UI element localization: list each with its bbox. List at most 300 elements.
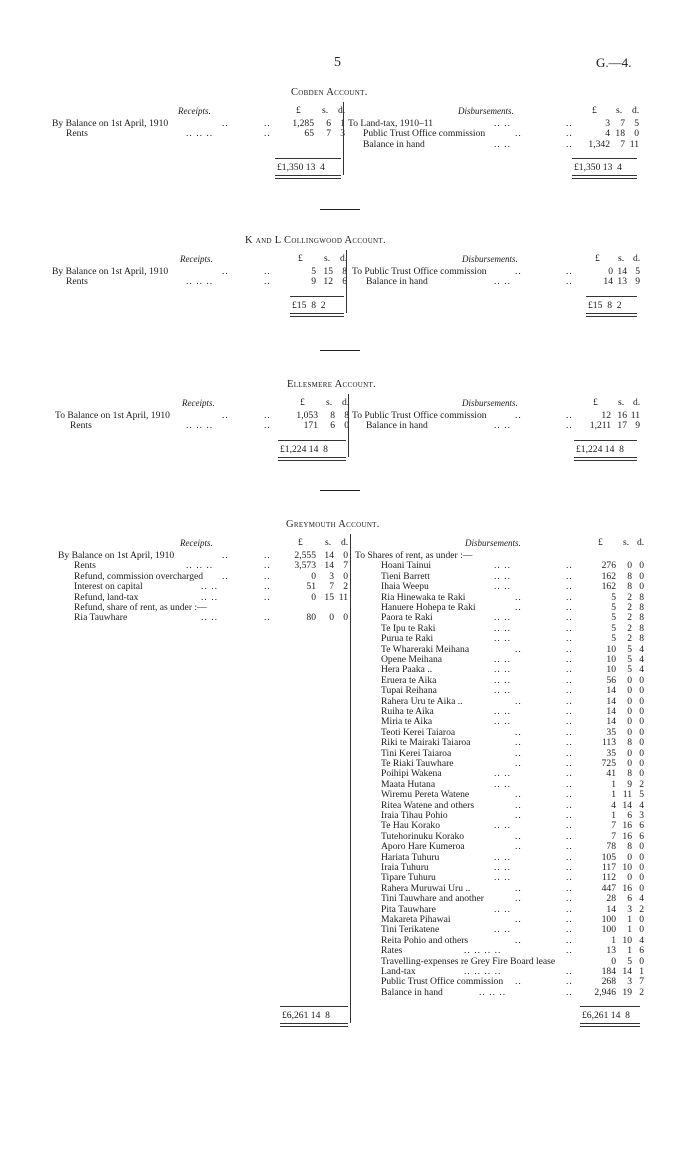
section-greymouth-right-amount-d: 7 <box>639 976 644 988</box>
section-greymouth-right-leader: .. <box>515 591 522 603</box>
section-greymouth-right-amount-s: 2 <box>627 622 632 634</box>
section-collingwood-right-amount-d: 5 <box>635 266 640 277</box>
section-greymouth-right-row-label: Tupai Reihana <box>381 685 437 697</box>
section-collingwood-left-leader-end: .. <box>264 276 271 288</box>
section-greymouth-left-leader-end: .. <box>264 550 271 561</box>
section-greymouth-right-leader-end: .. <box>566 882 573 894</box>
section-greymouth-left-lsd-header: d. <box>341 537 349 548</box>
section-greymouth-left-amount-s: 14 <box>324 550 334 561</box>
section-greymouth-right-amount-d: 2 <box>639 903 644 915</box>
section-greymouth-right-leader-end: .. <box>566 945 573 957</box>
section-ellesmere-left-leader: .. .. .. <box>186 420 214 432</box>
section-cobden-left-leader-end: .. <box>264 118 271 129</box>
section-greymouth-right-amount-l: 113 <box>601 737 616 749</box>
section-greymouth-right-amount-s: 0 <box>627 695 632 707</box>
section-greymouth-right-leader: .. .. <box>494 862 511 873</box>
section-greymouth-right-leader-end: .. <box>566 602 573 613</box>
section-greymouth-right-amount-s: 6 <box>627 893 632 905</box>
section-ellesmere-left-amount-d: 8 <box>344 410 349 421</box>
section-greymouth-right-leader: .. <box>515 695 522 707</box>
section-greymouth-right-amount-l: 14 <box>606 903 616 915</box>
section-greymouth-right-leader-end: .. <box>566 654 573 665</box>
section-cobden-right-amount-d: 5 <box>634 118 639 129</box>
section-greymouth-left-amount-s: 7 <box>329 581 334 593</box>
section-greymouth-right-amount-d: 0 <box>639 747 644 759</box>
section-greymouth-right-amount-l: 105 <box>601 851 616 863</box>
section-collingwood-left-amount-d: 8 <box>342 266 347 277</box>
section-greymouth-right-amount-d: 0 <box>639 737 644 749</box>
section-greymouth-right-leader-end: .. <box>566 674 573 686</box>
section-greymouth-right-row-label: Tini Kerei Taiaroa <box>381 747 452 759</box>
section-greymouth-right-amount-d: 0 <box>639 758 644 769</box>
section-greymouth-right-lsd-header: s. <box>623 537 630 548</box>
section-greymouth-right-leader-end: .. <box>566 934 573 946</box>
section-greymouth-left-leader: .. .. <box>201 612 218 624</box>
section-greymouth-right-amount-l: 5 <box>611 591 616 603</box>
section-greymouth-right-row-label: Poihipi Wakena <box>381 768 442 780</box>
section-greymouth-right-row-label: Maata Hutana <box>381 778 436 790</box>
section-greymouth-left-leader-end: .. <box>264 560 271 572</box>
section-ellesmere-right-lsd-header: s. <box>618 397 625 408</box>
section-greymouth-right-leader-end: .. <box>566 872 573 884</box>
section-greymouth-right-amount-l: 0 <box>611 955 616 967</box>
section-greymouth-right-leader-end: .. <box>566 924 573 936</box>
section-greymouth-right-leader: .. <box>515 841 522 853</box>
section-greymouth-right-row-label: Rahera Uru te Aika .. <box>381 695 463 707</box>
section-collingwood-left-double-rule <box>290 313 344 317</box>
section-greymouth-right-amount-s: 6 <box>627 810 632 821</box>
section-cobden-title: Cobden Account. <box>291 87 368 98</box>
section-greymouth-right-amount-d: 0 <box>639 674 644 686</box>
section-collingwood-right-lsd-header: d. <box>633 253 641 264</box>
section-greymouth-right-amount-d: 0 <box>639 570 644 582</box>
section-cobden-right-total: £1,350 13 4 <box>574 162 622 174</box>
section-ellesmere-right-double-rule <box>574 457 637 461</box>
section-greymouth-left-leader-end: .. <box>264 591 271 603</box>
section-greymouth-right-amount-s: 2 <box>627 633 632 645</box>
section-cobden-right-leader: .. <box>515 128 522 140</box>
section-cobden-right-row-label: Balance in hand <box>363 138 425 150</box>
section-greymouth-right-amount-d: 8 <box>639 612 644 624</box>
section-greymouth-right-amount-d: 8 <box>639 622 644 634</box>
section-cobden-disbursements-header: Disbursements. <box>458 106 514 116</box>
section-greymouth-left-amount-d: 7 <box>343 560 348 572</box>
section-greymouth-right-row-label: Te Hau Korako <box>381 820 441 832</box>
section-cobden-left-lsd-header: d. <box>338 105 346 116</box>
section-cobden-left-amount-l: 1,285 <box>292 118 314 129</box>
section-greymouth-right-amount-s: 0 <box>627 747 632 759</box>
section-greymouth-right-leader: .. .. <box>494 654 511 665</box>
section-greymouth-right-amount-d: 0 <box>639 706 644 717</box>
section-greymouth-right-row-label: Tini Terikatene <box>381 924 440 936</box>
section-greymouth-column-rule <box>350 534 351 1023</box>
section-greymouth-right-leader-end: .. <box>566 830 573 842</box>
section-ellesmere-left-sum-line <box>278 440 346 441</box>
section-greymouth-right-leader: .. .. <box>494 706 511 717</box>
section-greymouth-right-row-label: Te Riaki Tauwhare <box>381 758 454 769</box>
section-cobden-right-amount-s: 7 <box>620 138 625 150</box>
section-greymouth-right-amount-l: 1 <box>611 934 616 946</box>
section-greymouth-left-amount-d: 0 <box>343 612 348 624</box>
section-greymouth-right-amount-d: 0 <box>639 768 644 780</box>
section-greymouth-left-leader-end: .. <box>264 612 271 624</box>
section-ellesmere-title: Ellesmere Account. <box>287 379 377 390</box>
section-greymouth-left-leader: .. .. <box>201 591 218 603</box>
section-cobden-column-rule <box>343 102 344 175</box>
section-greymouth-right-leader: .. <box>515 810 522 821</box>
section-greymouth-right-amount-s: 8 <box>627 737 632 749</box>
section-collingwood-column-rule <box>346 250 347 313</box>
section-ellesmere-left-leader-end: .. <box>264 410 271 421</box>
section-greymouth-right-leader-end: .. <box>566 747 573 759</box>
section-greymouth-right-leader: .. <box>515 789 522 801</box>
section-cobden-left-amount-s: 7 <box>326 128 331 140</box>
section-greymouth-right-leader-end: .. <box>566 643 573 655</box>
section-greymouth-right-row-label: Wiremu Pereta Watene <box>381 789 470 801</box>
section-ellesmere-section-separator <box>320 490 360 491</box>
section-greymouth-right-amount-s: 19 <box>622 986 632 998</box>
section-greymouth-receipts-header: Receipts. <box>180 538 213 548</box>
section-collingwood-left-amount-s: 12 <box>323 276 333 288</box>
section-greymouth-right-amount-s: 16 <box>622 830 632 842</box>
section-greymouth-right-leader: .. <box>515 747 522 759</box>
section-collingwood-left-sum-line <box>290 296 344 297</box>
section-ellesmere-right-amount-l: 12 <box>601 410 611 421</box>
section-greymouth-right-amount-s: 0 <box>627 758 632 769</box>
section-greymouth-right-amount-d: 0 <box>639 841 644 853</box>
section-greymouth-left-amount-s: 0 <box>329 612 334 624</box>
section-greymouth-right-leader: .. .. <box>494 820 511 832</box>
section-ellesmere-receipts-header: Receipts. <box>182 398 215 408</box>
section-ellesmere-right-lsd-header: £ <box>593 397 598 408</box>
section-greymouth-right-leader: .. .. .. .. <box>464 945 502 957</box>
section-greymouth-right-amount-d: 0 <box>639 581 644 593</box>
section-greymouth-right-amount-l: 5 <box>611 633 616 645</box>
section-greymouth-right-leader-end: .. <box>566 685 573 697</box>
section-greymouth-left-row-label: By Balance on 1st April, 1910 <box>58 550 175 561</box>
section-ellesmere-left-leader-end: .. <box>264 420 271 432</box>
section-greymouth-left-amount-d: 2 <box>343 581 348 593</box>
section-greymouth-right-double-rule <box>580 1023 640 1027</box>
section-greymouth-right-amount-d: 6 <box>639 820 644 832</box>
section-greymouth-right-row-label: Pita Tauwhare <box>381 903 436 915</box>
section-greymouth-right-amount-s: 0 <box>627 872 632 884</box>
section-greymouth-right-amount-s: 5 <box>627 955 632 967</box>
section-collingwood-right-lsd-header: s. <box>618 253 625 264</box>
section-greymouth-left-amount-s: 14 <box>324 560 334 572</box>
section-greymouth-right-leader-end: .. <box>566 591 573 603</box>
section-ellesmere-left-amount-s: 8 <box>330 410 335 421</box>
section-greymouth-left-amount-d: 11 <box>338 591 348 603</box>
section-collingwood-left-amount-d: 6 <box>342 276 347 288</box>
section-cobden-left-amount-s: 6 <box>326 118 331 129</box>
section-collingwood-section-separator <box>320 350 360 351</box>
section-greymouth-right-row-label: Te Whareraki Meihana <box>381 643 470 655</box>
section-greymouth-right-leader: .. .. <box>494 612 511 624</box>
section-cobden-left-amount-l: 65 <box>304 128 314 140</box>
section-collingwood-right-amount-d: 9 <box>635 276 640 288</box>
section-greymouth-right-row-label: Ria Hinewaka te Raki <box>381 591 466 603</box>
section-greymouth-right-leader: .. <box>515 934 522 946</box>
section-ellesmere-right-leader-end: .. <box>566 420 573 432</box>
section-greymouth-right-amount-s: 9 <box>627 778 632 790</box>
section-cobden-right-leader-end: .. <box>566 128 573 140</box>
section-greymouth-right-amount-l: 7 <box>611 830 616 842</box>
section-greymouth-right-leader-end: .. <box>566 695 573 707</box>
section-greymouth-right-amount-s: 2 <box>627 591 632 603</box>
section-greymouth-left-amount-l: 0 <box>311 570 316 582</box>
section-greymouth-right-amount-s: 14 <box>622 966 632 977</box>
section-greymouth-right-row-label: Reita Pohio and others <box>381 934 469 946</box>
section-cobden-left-leader: .. <box>222 118 229 129</box>
section-greymouth-right-amount-l: 184 <box>601 966 616 977</box>
section-greymouth-right-amount-d: 4 <box>639 664 644 676</box>
section-greymouth-right-amount-s: 3 <box>627 903 632 915</box>
section-greymouth-left-amount-d: 0 <box>343 570 348 582</box>
section-greymouth-right-row-label: Eruera te Aika <box>381 674 437 686</box>
section-greymouth-right-amount-d: 0 <box>639 914 644 925</box>
section-greymouth-right-leader: .. .. <box>494 664 511 676</box>
section-greymouth-right-amount-d: 4 <box>639 643 644 655</box>
section-greymouth-right-amount-d: 0 <box>639 851 644 863</box>
section-greymouth-right-row-label: Purua te Raki <box>381 633 434 645</box>
section-cobden-left-amount-d: 1 <box>340 118 345 129</box>
section-greymouth-right-amount-s: 2 <box>627 602 632 613</box>
section-greymouth-right-leader: .. .. <box>494 778 511 790</box>
section-greymouth-right-amount-s: 0 <box>627 726 632 738</box>
section-greymouth-right-leader: .. <box>515 882 522 894</box>
section-greymouth-right-amount-s: 2 <box>627 612 632 624</box>
section-greymouth-right-amount-d: 0 <box>639 560 644 572</box>
section-greymouth-right-row-label: Tipare Tuhuru <box>381 872 436 884</box>
section-greymouth-right-leader-end: .. <box>566 581 573 593</box>
section-collingwood-left-leader-end: .. <box>264 266 271 277</box>
section-ellesmere-right-leader: .. <box>515 410 522 421</box>
section-greymouth-right-leader: .. <box>515 643 522 655</box>
section-greymouth-right-leader: .. <box>515 737 522 749</box>
section-greymouth-right-leader-end: .. <box>566 612 573 624</box>
section-greymouth-right-amount-l: 1 <box>611 810 616 821</box>
section-greymouth-right-leader: .. .. <box>494 872 511 884</box>
section-greymouth-right-row-label: Iraia Tuhuru <box>381 862 429 873</box>
section-ellesmere-left-lsd-header: s. <box>326 397 333 408</box>
section-cobden-right-row-label: Public Trust Office commission <box>363 128 486 140</box>
section-ellesmere-left-amount-s: 6 <box>330 420 335 432</box>
page-number: 5 <box>334 55 341 70</box>
section-greymouth-right-leader: .. .. <box>494 716 511 728</box>
section-greymouth-right-row-label: Tieni Barrett <box>381 570 430 582</box>
section-greymouth-right-amount-l: 4 <box>611 799 616 811</box>
section-greymouth-right-row-label: Aporo Hare Kumeroa <box>381 841 465 853</box>
section-greymouth-right-amount-l: 5 <box>611 602 616 613</box>
section-cobden-left-double-rule <box>275 175 341 179</box>
section-greymouth-right-amount-d: 0 <box>639 924 644 936</box>
section-collingwood-right-amount-s: 14 <box>617 266 627 277</box>
section-greymouth-left-leader: .. .. .. <box>186 560 214 572</box>
section-greymouth-left-amount-s: 3 <box>329 570 334 582</box>
section-greymouth-right-amount-s: 8 <box>627 841 632 853</box>
section-greymouth-left-amount-l: 51 <box>306 581 316 593</box>
section-greymouth-right-row-label: Teoti Kerei Taiaroa <box>381 726 456 738</box>
section-ellesmere-right-sum-line <box>574 440 637 441</box>
section-greymouth-right-amount-s: 8 <box>627 570 632 582</box>
section-greymouth-left-row-label: Ria Tauwhare <box>74 612 128 624</box>
section-greymouth-right-amount-d: 1 <box>639 966 644 977</box>
section-greymouth-right-row-label: Paora te Raki <box>381 612 433 624</box>
section-greymouth-right-leader-end: .. <box>566 966 573 977</box>
section-greymouth-right-leader: .. <box>515 726 522 738</box>
section-greymouth-right-amount-d: 0 <box>639 685 644 697</box>
section-collingwood-left-amount-l: 5 <box>311 266 316 277</box>
section-collingwood-left-row-label: Rents <box>66 276 88 288</box>
section-greymouth-right-leader-end: .. <box>566 664 573 676</box>
section-greymouth-right-row-label: Hariata Tuhuru <box>381 851 440 863</box>
section-greymouth-right-amount-s: 0 <box>627 716 632 728</box>
section-ellesmere-left-amount-l: 1,053 <box>296 410 318 421</box>
section-collingwood-left-total: £15 8 2 <box>292 299 326 311</box>
section-ellesmere-right-leader-end: .. <box>566 410 573 421</box>
section-greymouth-right-leader-end: .. <box>566 560 573 572</box>
section-greymouth-right-amount-d: 4 <box>639 934 644 946</box>
section-greymouth-right-leader: .. .. .. .. <box>464 966 502 977</box>
section-greymouth-right-amount-d: 8 <box>639 633 644 645</box>
section-greymouth-left-row-label: Rents <box>74 560 96 572</box>
section-greymouth-right-amount-l: 7 <box>611 820 616 832</box>
section-greymouth-right-row-label: Miria te Aika <box>381 716 433 728</box>
section-ellesmere-right-amount-l: 1,211 <box>589 420 611 432</box>
section-cobden-section-separator <box>320 209 360 210</box>
section-greymouth-right-total: £6,261 14 8 <box>582 1010 630 1022</box>
section-greymouth-right-amount-d: 6 <box>639 830 644 842</box>
section-greymouth-right-amount-d: 4 <box>639 799 644 811</box>
section-collingwood-right-sum-line <box>586 296 637 297</box>
section-cobden-right-row-label: To Land-tax, 1910–11 <box>348 118 434 129</box>
section-greymouth-right-amount-s: 1 <box>627 924 632 936</box>
section-collingwood-disbursements-header: Disbursements. <box>462 254 518 264</box>
section-cobden-right-lsd-header: £ <box>592 105 597 116</box>
section-cobden-right-double-rule <box>572 175 637 179</box>
section-cobden-right-lsd-header: d. <box>632 105 640 116</box>
section-greymouth-right-amount-d: 2 <box>639 986 644 998</box>
section-greymouth-right-amount-l: 268 <box>601 976 616 988</box>
section-greymouth-right-amount-s: 5 <box>627 654 632 665</box>
section-greymouth-right-amount-l: 14 <box>606 716 616 728</box>
section-greymouth-right-amount-d: 8 <box>639 591 644 603</box>
section-greymouth-right-leader-end: .. <box>566 737 573 749</box>
section-greymouth-right-amount-l: 447 <box>601 882 616 894</box>
section-greymouth-right-amount-s: 0 <box>627 706 632 717</box>
section-greymouth-right-amount-d: 0 <box>639 882 644 894</box>
section-collingwood-left-lsd-header: £ <box>298 253 303 264</box>
section-greymouth-right-amount-s: 8 <box>627 768 632 780</box>
section-collingwood-left-lsd-header: s. <box>324 253 331 264</box>
section-greymouth-right-row-label: Ritea Watene and others <box>381 799 475 811</box>
section-greymouth-right-amount-s: 0 <box>627 685 632 697</box>
section-greymouth-right-leader-end: .. <box>566 986 573 998</box>
section-greymouth-right-amount-d: 4 <box>639 893 644 905</box>
section-greymouth-right-amount-l: 162 <box>601 570 616 582</box>
section-greymouth-right-amount-l: 14 <box>606 685 616 697</box>
section-greymouth-right-amount-s: 10 <box>622 934 632 946</box>
section-greymouth-title: Greymouth Account. <box>286 519 380 530</box>
section-ellesmere-left-row-label: Rents <box>70 420 92 432</box>
section-greymouth-right-row-label: Balance in hand <box>381 986 443 998</box>
section-collingwood-left-row-label: By Balance on 1st April, 1910 <box>52 266 169 277</box>
section-greymouth-left-amount-l: 80 <box>306 612 316 624</box>
section-cobden-right-amount-d: 0 <box>634 128 639 140</box>
section-greymouth-right-row-label: Ruiha te Aika <box>381 706 434 717</box>
section-greymouth-right-amount-d: 0 <box>639 716 644 728</box>
section-greymouth-right-amount-d: 0 <box>639 872 644 884</box>
section-greymouth-right-leader: .. <box>515 830 522 842</box>
section-greymouth-right-leader-end: .. <box>566 976 573 988</box>
section-greymouth-right-row-label: Ihaia Weepu <box>381 581 429 593</box>
section-greymouth-right-leader-end: .. <box>566 841 573 853</box>
section-greymouth-right-leader-end: .. <box>566 716 573 728</box>
section-greymouth-right-amount-l: 5 <box>611 612 616 624</box>
section-greymouth-right-leader: .. <box>515 758 522 769</box>
section-greymouth-left-amount-s: 15 <box>324 591 334 603</box>
section-greymouth-right-row-label: Land-tax <box>381 966 416 977</box>
section-greymouth-right-leader-end: .. <box>566 862 573 873</box>
section-greymouth-left-leader-end: .. <box>264 570 271 582</box>
section-greymouth-right-leader: .. .. .. <box>479 986 507 998</box>
section-collingwood-right-amount-s: 13 <box>617 276 627 288</box>
section-greymouth-right-amount-l: 78 <box>606 841 616 853</box>
section-greymouth-right-row-label: Tini Tauwhare and another <box>381 893 484 905</box>
section-greymouth-right-leader: .. .. <box>494 622 511 634</box>
section-cobden-left-sum-line <box>275 158 341 159</box>
section-ellesmere-left-double-rule <box>278 457 346 461</box>
section-greymouth-right-leader-end: .. <box>566 851 573 863</box>
section-greymouth-right-leader-end: .. <box>566 810 573 821</box>
section-greymouth-right-leader: .. <box>515 893 522 905</box>
section-greymouth-left-amount-l: 3,573 <box>294 560 316 572</box>
section-greymouth-right-leader-end: .. <box>566 768 573 780</box>
section-greymouth-right-leader: .. .. <box>494 560 511 572</box>
section-greymouth-right-amount-d: 0 <box>639 955 644 967</box>
section-ellesmere-disbursements-header: Disbursements. <box>462 398 518 408</box>
section-greymouth-right-amount-l: 35 <box>606 726 616 738</box>
section-greymouth-right-amount-d: 3 <box>639 810 644 821</box>
section-ellesmere-right-amount-s: 16 <box>617 410 627 421</box>
section-collingwood-left-lsd-header: d. <box>340 253 348 264</box>
section-ellesmere-left-amount-d: 0 <box>344 420 349 432</box>
section-greymouth-left-sum-line <box>280 1006 348 1007</box>
section-greymouth-right-amount-s: 1 <box>627 914 632 925</box>
section-greymouth-right-leader-end: .. <box>566 633 573 645</box>
section-ellesmere-right-amount-d: 9 <box>635 420 640 432</box>
section-greymouth-right-amount-s: 3 <box>627 976 632 988</box>
section-greymouth-right-leader-end: .. <box>566 570 573 582</box>
section-greymouth-right-leader-end: .. <box>566 903 573 915</box>
section-greymouth-right-amount-s: 0 <box>627 560 632 572</box>
section-greymouth-right-leader: .. .. <box>494 570 511 582</box>
section-ellesmere-right-row-label: To Public Trust Office commission <box>352 410 487 421</box>
section-cobden-right-amount-l: 3 <box>605 118 610 129</box>
section-greymouth-right-row-label: Riki te Mairaki Taiaroa <box>381 737 471 749</box>
section-greymouth-right-leader-end: .. <box>566 820 573 832</box>
section-collingwood-right-amount-l: 14 <box>603 276 613 288</box>
section-greymouth-right-leader-end: .. <box>566 622 573 634</box>
section-greymouth-right-leader-end: .. <box>566 758 573 769</box>
section-greymouth-right-row-label: Travelling-expenses re Grey Fire Board lease <box>381 955 556 967</box>
section-ellesmere-right-amount-s: 17 <box>617 420 627 432</box>
section-ellesmere-left-amount-l: 171 <box>303 420 318 432</box>
section-greymouth-right-row-label: To Shares of rent, as under :— <box>355 550 473 561</box>
section-collingwood-left-leader: .. .. .. <box>186 276 214 288</box>
section-cobden-right-leader-end: .. <box>566 138 573 150</box>
